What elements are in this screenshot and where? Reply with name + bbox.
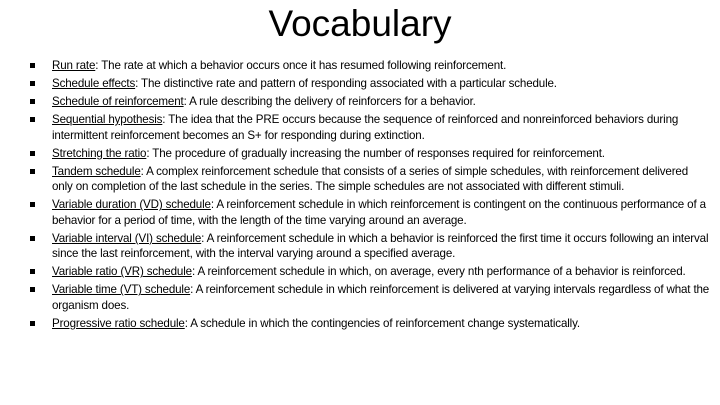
vocabulary-item <box>30 164 710 195</box>
vocabulary-definition: : A schedule in which the contingencies of reinforcement change systematically. <box>184 316 580 330</box>
vocabulary-list <box>30 58 710 334</box>
vocabulary-definition: : A reinforcement schedule in which reinforcement is delivered at varying intervals regardless of what the organism does. <box>52 283 710 312</box>
bullet-square-icon <box>30 236 35 241</box>
vocabulary-term: Variable ratio (VR) schedule <box>52 265 192 279</box>
bullet-square-icon <box>30 169 35 174</box>
bullet-square-icon <box>30 202 35 207</box>
vocabulary-item <box>30 231 710 262</box>
vocabulary-item <box>30 146 710 161</box>
vocabulary-definition: : The distinctive rate and pattern of responding associated with a particular schedule. <box>135 77 557 91</box>
vocabulary-definition: : A reinforcement schedule in which a behavior is reinforced the first time it occurs following an interval since the last reinforcement, with the interval varying around a specified average. <box>52 231 709 261</box>
vocabulary-item <box>30 264 710 279</box>
vocabulary-definition: : The rate at which a behavior occurs once it has resumed following reinforcement. <box>95 59 507 72</box>
vocabulary-item <box>30 76 710 91</box>
slide-title: Vocabulary <box>268 3 452 44</box>
vocabulary-term: Stretching the ratio <box>52 146 147 160</box>
vocabulary-term: Variable duration (VD) schedule <box>52 198 211 212</box>
vocabulary-definition: : The idea that the PRE occurs because the sequence of reinforced and nonreinforced behaviors during intermittent reinforcement becomes an S+ for responding during extinction. <box>52 113 679 142</box>
vocabulary-item <box>30 316 710 331</box>
vocabulary-term: Run rate <box>52 59 96 72</box>
vocabulary-definition: : A reinforcement schedule in which reinforcement is contingent on the continuous performance of a behavior for a period of time, with the length of the time varying around an average. <box>52 198 706 227</box>
vocabulary-term: Tandem schedule <box>52 164 141 178</box>
vocabulary-item <box>30 112 710 143</box>
vocabulary-definition: : A reinforcement schedule in which, on average, every nth performance of a behavior is reinforced. <box>191 265 686 279</box>
vocabulary-definition: : A rule describing the delivery of reinforcers for a behavior. <box>183 95 476 109</box>
bullet-square-icon <box>30 117 35 122</box>
vocabulary-item <box>30 282 710 313</box>
vocabulary-item <box>30 58 710 73</box>
bullet-square-icon <box>30 269 35 274</box>
vocabulary-item <box>30 94 710 109</box>
bullet-square-icon <box>30 287 35 292</box>
vocabulary-term: Sequential hypothesis <box>52 113 163 127</box>
vocabulary-item <box>30 197 710 228</box>
vocabulary-term: Variable time (VT) schedule <box>52 283 191 297</box>
bullet-square-icon <box>30 151 35 156</box>
bullet-square-icon <box>30 63 35 68</box>
vocabulary-definition: : A complex reinforcement schedule that consists of a series of simple schedules, with reinforcement delivered only on completion of the last schedule in the series. The simple schedules are not associated with different stimuli. <box>52 164 688 194</box>
vocabulary-definition: : The procedure of gradually increasing the number of responses required for reinforcement. <box>146 146 605 160</box>
bullet-square-icon <box>30 81 35 86</box>
vocabulary-term: Schedule of reinforcement <box>52 95 184 109</box>
vocabulary-term: Schedule effects <box>52 77 136 91</box>
bullet-square-icon <box>30 321 35 326</box>
vocabulary-term: Progressive ratio schedule <box>52 316 185 330</box>
vocabulary-term: Variable interval (VI) schedule <box>52 231 202 245</box>
bullet-square-icon <box>30 99 35 104</box>
